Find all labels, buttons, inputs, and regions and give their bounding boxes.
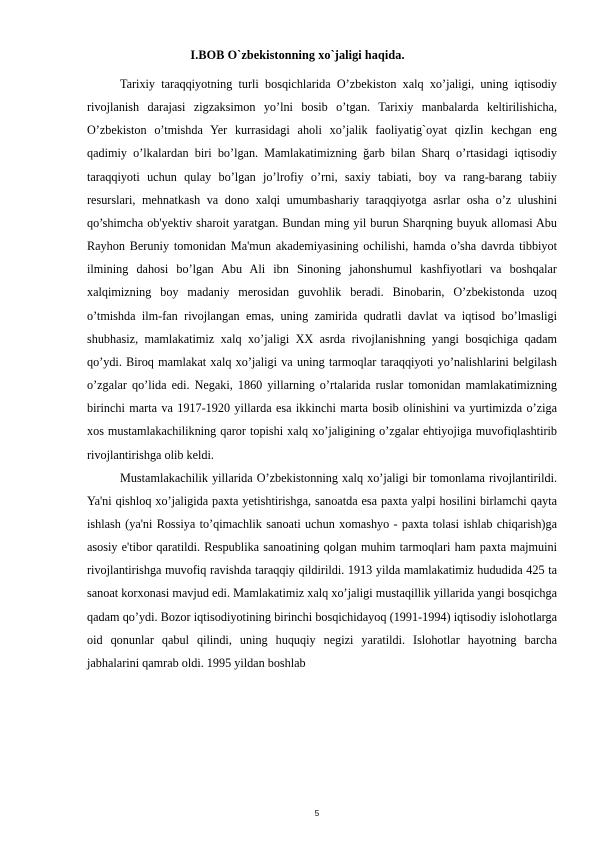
paragraph-2: Mustamlakachilik yillarida O’zbekistonning xalq xo’jaligi bir tomonlama rivojlantirildi. Ya'ni qishloq xo’jaligida paxta yetishtirishga, sanoatda esa paxta yalpi hosilini birlamchi qayta ishlash (ya'ni Rossiya to’qimachlik sanoati uchun xomashyo - paxta tolasi ishlab chiqarish)ga asosiy e'tibor qaratildi. Respublika sanoatining qolgan muhim tarmoqlari ham paxta majmuini rivojlantirishga muvofiq ravishda taraqqiy qildirildi. 1913 yilda mamlakatimiz hududida 425 ta sanoat korxonasi mavjud edi. Mamlakatimiz xalq xo’jaligi mustaqillik yillarida yangi bosqichga qadam qo’ydi. Bozor iqtisodiyotining birinchi bosqichidayoq (1991-1994) iqtisodiy islohotlarga oid qonunlar qabul qilindi, uning huquqiy negizi yaratildi. Islohotlar hayotning barcha jabhalarini qamrab oldi. 1995 yildan boshlab (87, 470, 557, 670)
page-number: 5 (314, 809, 320, 818)
paragraph-1: Tarixiy taraqqiyotning turli bosqichlarida O’zbekiston xalq xo’jaligi, uning iqtisodiy rivojlanish darajasi zigzaksimon yo’lni bosib o’tgan. Tarixiy manbalarda keltirilishicha, O’zbekiston o’tmishda Yer kurrasidagi aholi xo’jalik faoliyatig`oyat qizIin kechgan eng qadimiy o’lkalardan biri bo’lgan. Mamlakatimizning ğarb bilan Sharq o’rtasidagi iqtisodiy taraqqiyoti uchun qulay bo’lgan jo’lrofiy o’rni, saxiy tabiati, boy va rang-barang tabiiy resurslari, mehnatkash va dono xalqi umumbashariy taraqqiyotga asrlar osha o’z ulushini qo’shimcha ob'yektiv sharoit yaratgan. Bundan ming yil burun Sharqning buyuk allomasi Abu Rayhon Beruniy tomonidan Ma'mun akademiyasining ochilishi, hamda o’sha davrda tibbiyot ilmining dahosi bo’lgan Abu Ali ibn Sinoning jahonshumul kashfiyotlari va boshqalar xalqimizning boy madaniy merosidan guvohlik beradi. Binobarin, O’zbekistonda uzoq o’tmishda ilm-fan rivojlangan emas, uning zamirida qudratli davlat va iqtisod bo’lmasligi shubhasiz, mamlakatimiz xalq xo’jaligi XX asrda rivojlanishning yangi bosqichiga qadam qo’ydi. Biroq mamlakat xalq xo’jaligi va uning tarmoqlar taraqqiyoti yo’nalishlarini belgilash o’zgalar qo’lida edi. Negaki, 1860 yillarning o’rtalarida ruslar tomonidan mamlakatimizning birinchi marta va 1917-1920 yillarda esa ikkinchi marta bosib olinishini va yurtimizda o’ziga xos mustamlakachilikning qaror topishi xalq xo’jaligining o’zgalar ehtiyojiga muvofiqlashtirib rivojlantirishga olib keldi. (87, 77, 557, 462)
chapter-heading: I.BOB O`zbekistonning xo`jaligi haqida. (190, 48, 405, 62)
body-text (87, 73, 557, 675)
